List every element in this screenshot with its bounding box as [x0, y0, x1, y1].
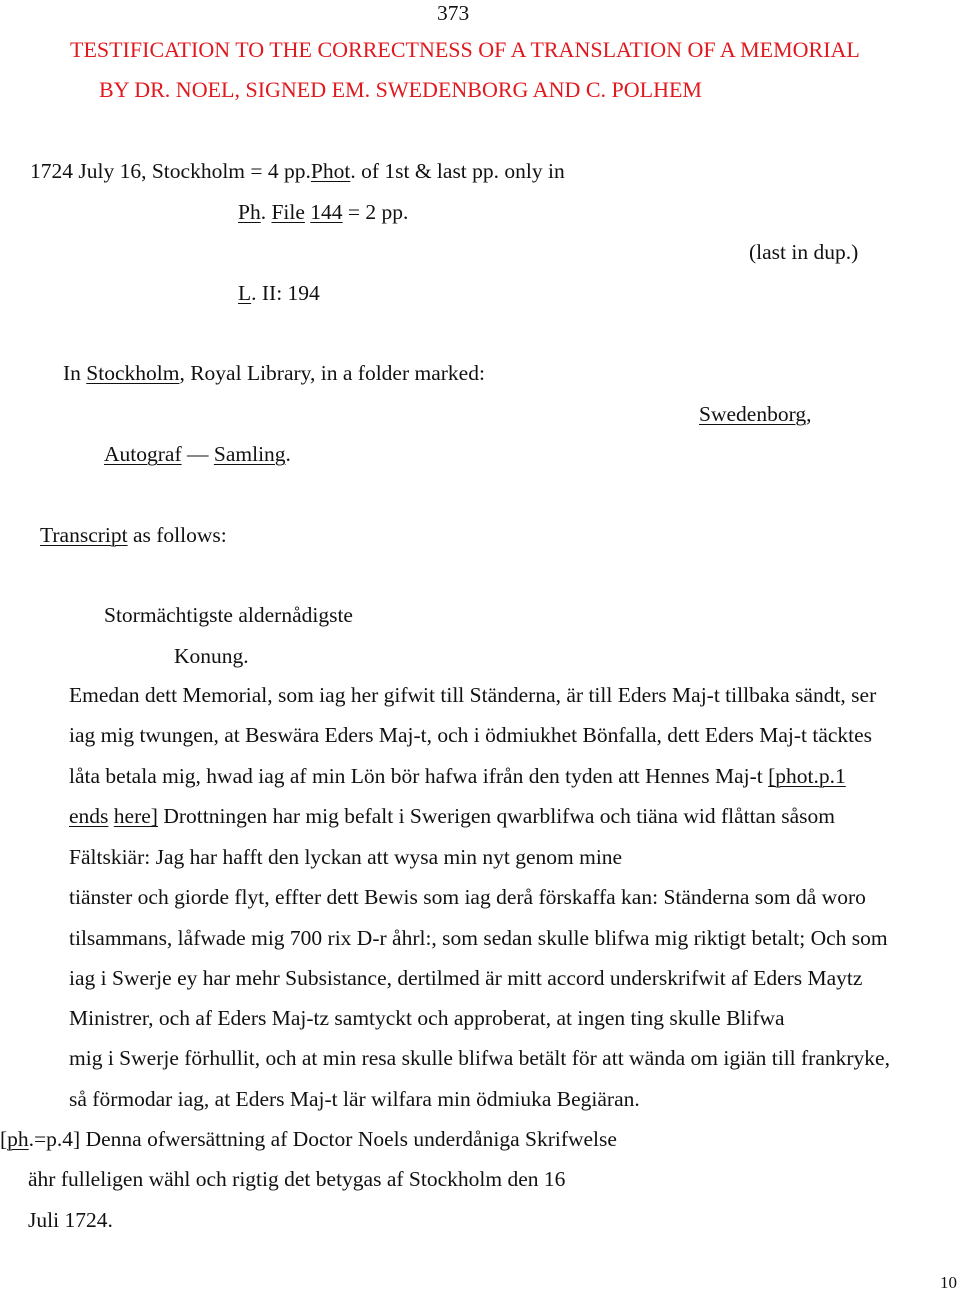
- closing-line-2: ähr fulleligen wähl och rigtig det betygas af Stockholm den 16: [28, 1167, 566, 1191]
- body-line-2: iag mig twungen, at Beswära Eders Maj-t, och i ödmiukhet Bönfalla, dett Eders Maj-t täcktes: [69, 723, 873, 747]
- body-line-7: tilsammans, låfwade mig 700 rix D-r åhrl:, som sedan skulle blifwa mig riktigt betalt; Och som: [69, 926, 888, 950]
- transcript-link[interactable]: Transcript: [40, 523, 128, 547]
- reference-line: L. II: 194: [238, 281, 320, 305]
- file-number-link[interactable]: 144: [310, 200, 343, 224]
- ph-ref-link[interactable]: ph: [7, 1127, 29, 1151]
- body-line-6: tiänster och giorde flyt, effter dett Bewis som iag derå förskaffa kan: Ständerna som då woro: [69, 885, 866, 909]
- closing-line-3: Juli 1724.: [28, 1208, 113, 1232]
- location-line: In Stockholm, Royal Library, in a folder marked:: [63, 361, 485, 385]
- swedenborg-label: Swedenborg,: [699, 402, 812, 426]
- last-in-dup-note: (last in dup.): [749, 240, 859, 264]
- file-link[interactable]: File: [271, 200, 305, 224]
- body-line-1: Emedan dett Memorial, som iag her gifwit till Ständerna, är till Eders Maj-t tillbaka sändt, ser: [69, 683, 877, 707]
- salutation-line-2: Konung.: [174, 644, 249, 668]
- body-line-4: ends here] Drottningen har mig befalt i Swerigen qwarblifwa och tiäna wid flåttan såsom: [69, 804, 836, 828]
- date-info-line: [30, 158, 565, 184]
- page-number: 373: [437, 1, 470, 25]
- footer-page-number: 10: [940, 1273, 957, 1292]
- body-line-10: mig i Swerje förhullit, och at min resa skulle blifwa betält för att wända om igiän till frankryke,: [69, 1046, 890, 1070]
- autograf-link[interactable]: Autograf: [104, 442, 182, 466]
- stockholm-link[interactable]: Stockholm: [86, 361, 180, 385]
- file-info-line: Ph. File 144 = 2 pp.: [238, 200, 409, 224]
- ends-link[interactable]: ends: [69, 804, 109, 828]
- salutation-line-1: Stormächtigste aldernådigste: [104, 603, 353, 627]
- ph-link[interactable]: Ph: [238, 200, 261, 224]
- autograf-samling-line: Autograf — Samling.: [104, 442, 291, 466]
- swedenborg-link[interactable]: Swedenborg: [699, 402, 807, 426]
- title-line-1: TESTIFICATION TO THE CORRECTNESS OF A TRANSLATION OF A MEMORIAL: [70, 37, 860, 62]
- closing-line-1: [ph.=p.4] Denna ofwersättning af Doctor Noels underdåniga Skrifwelse: [0, 1127, 617, 1151]
- body-line-8: iag i Swerje ey har mehr Subsistance, dertilmed är mitt accord underskrifwit af Eders Maytz: [69, 966, 863, 990]
- body-line-11: så förmodar iag, at Eders Maj-t lär wilfara min ödmiuka Begiäran.: [69, 1087, 640, 1111]
- l-link[interactable]: L: [238, 281, 252, 305]
- here-link[interactable]: here]: [113, 804, 158, 828]
- body-line-3: låta betala mig, hwad iag af min Lön bör hafwa ifrån den tyden att Hennes Maj-t [phot.p.1: [69, 764, 846, 788]
- transcript-heading: Transcript as follows:: [40, 523, 227, 547]
- phot-p1-link[interactable]: [phot.p.1: [768, 764, 846, 788]
- samling-link[interactable]: Samling: [213, 442, 286, 466]
- date-text-rest: . of 1st & last pp. only in: [350, 159, 565, 183]
- date-text: 1724 July 16, Stockholm = 4 pp.: [30, 159, 311, 183]
- body-line-5: Fältskiär: Jag har hafft den lyckan att wysa min nyt genom mine: [69, 845, 623, 869]
- body-line-9: Ministrer, och af Eders Maj-tz samtyckt och approberat, at ingen ting skulle Blifwa: [69, 1006, 785, 1030]
- phot-link[interactable]: Phot: [310, 159, 351, 183]
- title-line-2: BY DR. NOEL, SIGNED EM. SWEDENBORG AND C. POLHEM: [99, 77, 702, 102]
